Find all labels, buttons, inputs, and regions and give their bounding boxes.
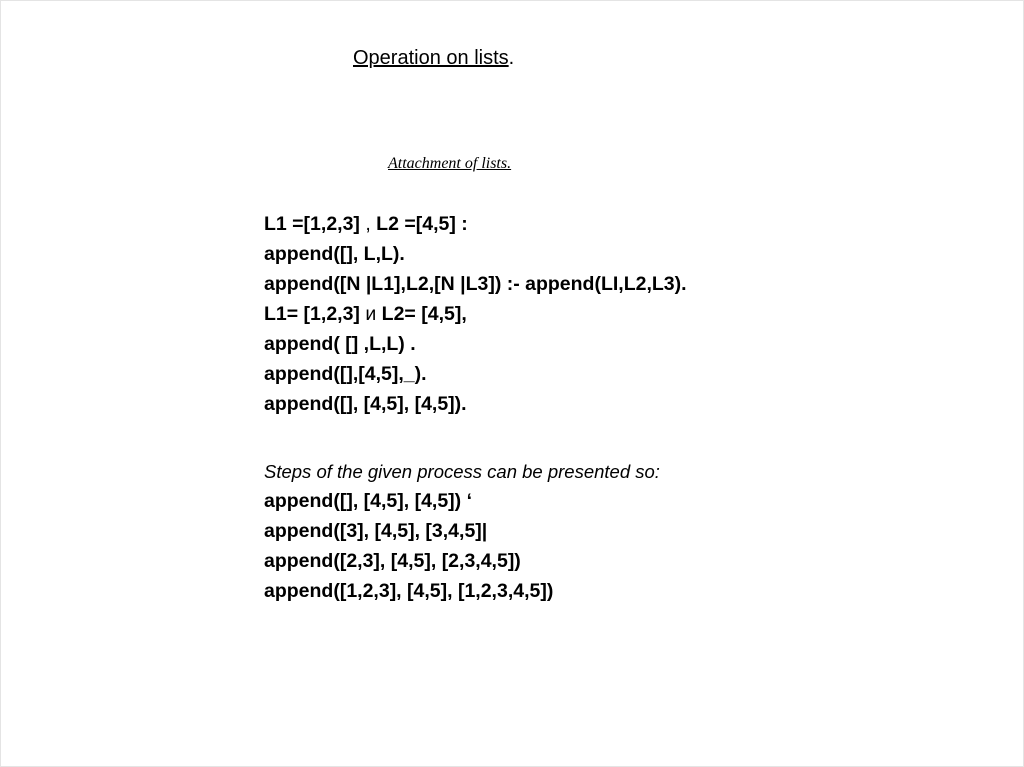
step-line: append([1,2,3], [4,5], [1,2,3,4,5]) xyxy=(264,580,554,602)
step-line: append([], [4,5], [4,5]) ‘ xyxy=(264,490,473,512)
code-line: L1 =[1,2,3] , L2 =[4,5] : xyxy=(264,213,468,235)
code-block-steps xyxy=(264,486,553,606)
code-block-definition xyxy=(264,209,687,419)
code-line: append([], [4,5], [4,5]). xyxy=(264,393,467,415)
step-line: append([3], [4,5], [3,4,5]| xyxy=(264,520,488,542)
code-line: L1= [1,2,3] и L2= [4,5], xyxy=(264,303,467,325)
step-line: append([2,3], [4,5], [2,3,4,5]) xyxy=(264,550,521,572)
slide-title-text: Operation on lists xyxy=(353,47,509,69)
code-line: append([], L,L). xyxy=(264,243,405,265)
steps-label: Steps of the given process can be presented so: xyxy=(264,461,660,482)
code-line: append([N |L1],L2,[N |L3]) :- append(LI,L2,L3). xyxy=(264,273,687,295)
slide-title xyxy=(353,44,514,72)
slide-title-period: . xyxy=(508,47,515,69)
code-line: append([],[4,5],_). xyxy=(264,363,427,385)
section-subtitle: Attachment of lists. xyxy=(388,155,512,172)
code-line: append( [] ,L,L) . xyxy=(264,333,416,355)
